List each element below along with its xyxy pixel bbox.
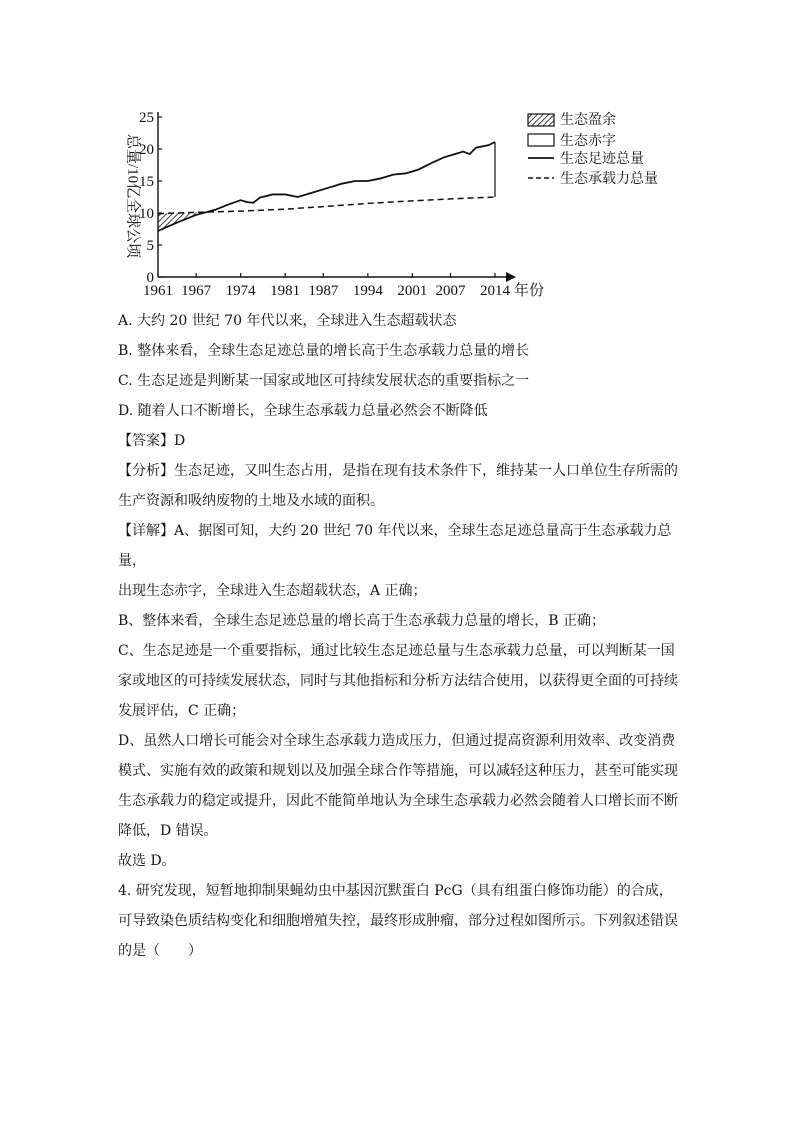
detail-line-2: 出现生态赤字，全球进入生态超载状态，A 正确；: [118, 583, 427, 599]
answer-options: [118, 306, 678, 966]
option-d: D. 随着人口不断增长，全球生态承载力总量必然会不断降低: [118, 403, 488, 419]
x-tick-label: 1987: [308, 283, 339, 299]
answer-line: 【答案】D: [118, 433, 186, 449]
detail-line-10: 降低，D 错误。: [118, 823, 218, 839]
option-c: C. 生态足迹是判断某一国家或地区可持续发展状态的重要指标之一: [118, 373, 530, 389]
legend-swatch-surplus: [528, 114, 554, 126]
analysis-line-2: 生产资源和吸纳废物的土地及水域的面积。: [118, 493, 384, 509]
question-4-line-1: 4. 研究发现，短暂地抑制果蝇幼虫中基因沉默蛋白 PcG（具有组蛋白修饰功能）的合成，: [118, 883, 673, 899]
legend: [528, 111, 658, 187]
legend-label-deficit: 生态赤字: [560, 134, 616, 149]
option-a: A. 大约 20 世纪 70 年代以来，全球进入生态超载状态: [118, 313, 457, 329]
detail-line-7: D、虽然人口增长可能会对全球生态承载力造成压力，但通过提高资源利用效率、改变消费: [118, 733, 676, 749]
detail-line-5: 家或地区的可持续发展状态，同时与其他指标和分析方法结合使用，以获得更全面的可持续: [118, 673, 678, 689]
y-tick-label: 25: [139, 110, 154, 126]
footprint-line: [158, 142, 495, 231]
x-tick-label: 1961: [143, 283, 173, 299]
y-tick-label: 5: [146, 238, 154, 254]
x-tick-label: 2001: [397, 283, 428, 299]
detail-line-8: 模式、实施有效的政策和规划以及加强全球合作等措施，可以减轻这种压力，甚至可能实现: [118, 763, 678, 779]
x-tick-label: 1981: [270, 283, 301, 299]
legend-swatch-deficit: [528, 134, 554, 146]
y-tick-label: 15: [139, 174, 154, 190]
y-tick-label: 20: [139, 142, 154, 158]
y-tick-label: 0: [146, 270, 154, 286]
x-axis-label: 年份: [514, 283, 545, 299]
analysis-line-1: 【分析】生态足迹，又叫生态占用，是指在现有技术条件下，维持某一人口单位生存所需的: [118, 463, 678, 479]
x-tick-label: 2007: [435, 283, 466, 299]
legend-label-footprint: 生态足迹总量: [560, 152, 644, 167]
detail-line-9: 生态承载力的稳定或提升，因此不能简单地认为全球生态承载力必然会随着人口增长而不断: [118, 793, 678, 809]
detail-line-6: 发展评估，C 正确；: [118, 703, 246, 719]
x-axis-arrow: [506, 272, 516, 282]
legend-label-surplus: 生态盈余: [560, 113, 616, 128]
legend-label-capacity: 生态承载力总量: [560, 172, 658, 187]
detail-line-4: C、生态足迹是一个重要指标，通过比较生态足迹总量与生态承载力总量，可以判断某一国: [118, 643, 675, 659]
detail-line-11: 故选 D。: [118, 853, 176, 869]
detail-line-1: 【详解】A、据图可知，大约 20 世纪 70 年代以来，全球生态足迹总量高于生态承载力总量，: [118, 523, 672, 569]
ecological-footprint-chart: [110, 100, 680, 300]
x-tick-label: 2014: [480, 283, 510, 299]
detail-line-3: B、整体来看，全球生态足迹总量的增长高于生态承载力总量的增长，B 正确；: [118, 613, 606, 629]
x-tick-label: 1974: [225, 283, 256, 299]
x-tick-label: 1967: [181, 283, 212, 299]
option-b: B. 整体来看，全球生态足迹总量的增长高于生态承载力总量的增长: [118, 343, 530, 359]
y-axis-label: 总量/10亿全球公顷: [124, 133, 141, 259]
x-tick-label: 1994: [352, 283, 383, 299]
y-tick-label: 10: [139, 206, 154, 222]
question-4-line-3: 的是（ ）: [118, 943, 202, 959]
question-4-line-2: 可导致染色质结构变化和细胞增殖失控，最终形成肿瘤，部分过程如图所示。下列叙述错误: [118, 913, 678, 929]
